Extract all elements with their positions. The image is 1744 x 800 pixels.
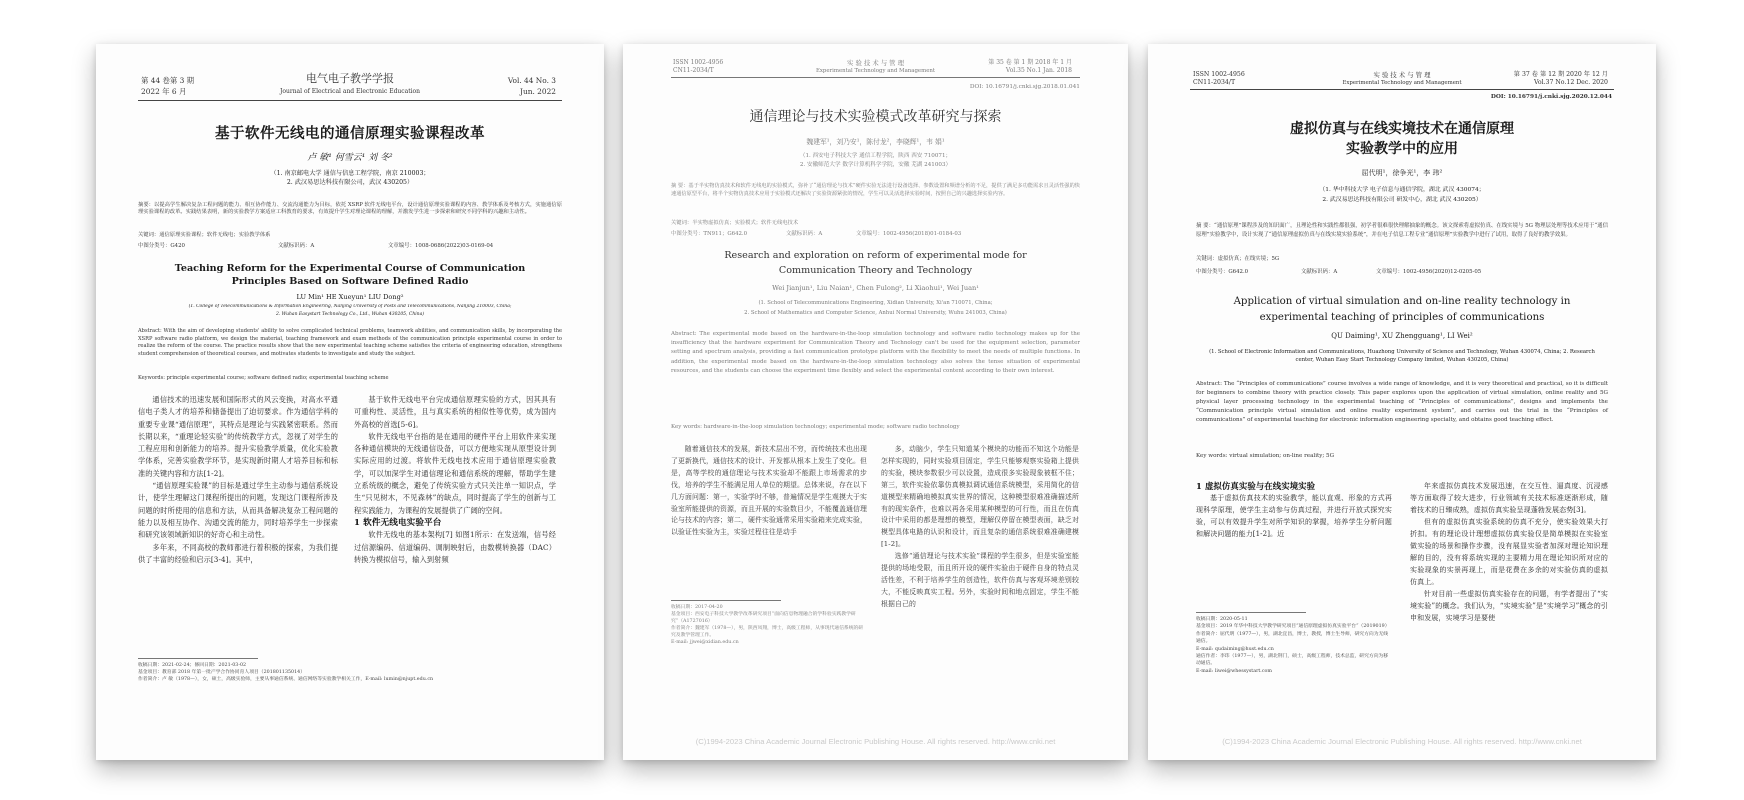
affiliation-cn-2: 2. 武汉易思达科技有限公司 研发中心，湖北 武汉 430205）	[1322, 197, 1482, 203]
affiliation-en-2: 2. Wuhan Easystart Technology Co., Ltd., Wuhan 430205, China)	[275, 312, 425, 317]
keywords-en: Key words: hardware-in-the-loop simulation technology; experimental mode; software radio technology	[671, 424, 960, 430]
affiliation-cn-2: 2. 武汉易思达科技有限公司，武汉 430205）	[286, 179, 414, 186]
footnote-rule	[671, 600, 781, 601]
footnote-author: 作者简介：卢 敏（1978—），女，硕士，高级实验师，主要从事通信系统、通信网络等实验教学相关工作，E-mail: lumin@njupt.edu.cn	[138, 677, 434, 682]
title-cn: 通信理论与技术实验模式改革研究与探索	[749, 109, 1002, 125]
footnote-author: 作者简介：魏建军（1978—），男，陕西凤翔，博士，高级工程师，从事现代通信系统的研究及教学管理工作。	[671, 626, 864, 638]
paper-page-2	[623, 44, 1128, 760]
affiliation-en-1: (1. College of Telecommunications & Information Engineering, Nanjing University of Posts and Telecommunications, Nanjing 210003, China;	[188, 304, 512, 309]
keywords-cn: 关键词：虚拟仿真；在线实境；5G	[1196, 256, 1280, 262]
keywords-cn: 关键词：半实物虚拟仿真；实验模式；软件无线电技术	[671, 220, 799, 226]
document-code: 文献标识码：A	[278, 243, 315, 249]
paragraph: 随着通信技术的发展，新技术层出不穷，而传统技术也出现了更新换代，通信技术的设计、开发都从根本上发生了变化。但是，高等学校的通信理论与技术实验却不能跟上市场需求的步伐，培养的学生不能满足用人单位的期望。总体来说，存在以下几方面问题：第一，实验学时不够，普遍情况是学生观摸大于实验室所能提供的资源，而且开展的实验数目少，不能覆盖通信理论与技术的内容；第二，硬件实验通常采用实验箱来完成实验，以验证性实验为主，实验过程往往是动手	[671, 445, 867, 537]
keywords-cn: 关键词：通信原理实验课程；软件无线电；实验教学体系	[138, 232, 271, 238]
volume-issue: 第 44 卷第 3 期	[141, 76, 195, 85]
volume-en: Vol. 44 No. 3	[507, 76, 556, 85]
footnote-funding: 基金项目：西安电子科技大学教学改革研究项目“面向信息物理融合的学科验实践教学研究”（A1727016）	[671, 612, 856, 624]
affiliation-cn-1: （1. 华中科技大学 电子信息与通信学院，湖北 武汉 430074；	[1319, 187, 1485, 193]
title-cn-line-1: 虚拟仿真与在线实境技术在通信原理	[1290, 121, 1514, 137]
footnote-rule	[1196, 612, 1306, 613]
abstract-cn: 摘 要：“通信原理”课程涉及的知识面广，且理论性和实践性都很强，初学者很难很快理解抽象的概念。该文探索将虚拟仿真、在线实境与 5G 物理层处理等技术应用于“通信原理”实验教学中，设计实现了“通信原理虚拟仿真与在线实境实验系统”，并在电子信息工程专业“通信原理”实验教学中进行了试用，取得了良好的教学效果。	[1196, 223, 1608, 238]
volume-cn: 第 35 卷 第 1 期 2018 年 1 月	[988, 59, 1072, 66]
cn-number: CN11-2034/T	[1193, 79, 1236, 86]
clc-number: 中图分类号：G420	[138, 243, 185, 249]
body-column-right	[1410, 480, 1608, 624]
affiliation-en: (1. School of Electronic Information and Communications, Huazhong University of Science and Technology, Wuhan 430074, China; 2. Research center, Wuhan Easy Start Technology Company limited, Wuhan 430205, China)	[1209, 349, 1595, 363]
paragraph: 软件无线电的基本架构[7] 如图1所示：在发送端，信号经过信源编码、信道编码、调制映射后，由数模转换器（DAC）转换为模拟信号，输入到射频	[354, 530, 556, 564]
paragraph: 年来虚拟仿真技术发展迅速，在交互性、逼真度、沉浸感等方面取得了较大进步，行业领域有关技术标准逐渐形成，随着技术的日臻成熟，虚拟仿真实验呈现蓬勃发展态势[3]。	[1410, 482, 1608, 514]
paragraph: 软件无线电平台指的是在通用的硬件平台上用软件来实现各种通信模块的无线通信设备，可以方便地实现从原型设计到实际应用的过渡。将软件无线电技术应用于通信原理实验教学，可以加深学生对通信理论和通信系统的理解，帮助学生建立系统级的概念，避免了传统实验方式只关注单一知识点，学生“只见树木，不见森林”的缺点，同时提高了学生的创新与工程实践能力，为课程的发展提供了广阔的空间。	[354, 431, 556, 515]
authors-en: QU Daiming¹, XU Zhengguang¹, LI Wei²	[1331, 332, 1473, 340]
title-cn: 基于软件无线电的通信原理实验课程改革	[215, 125, 485, 142]
title-cn-line-2: 实验教学中的应用	[1346, 141, 1458, 157]
keywords-en: Key words: virtual simulation; on-line reality; 5G	[1196, 453, 1335, 459]
classification-meta	[138, 241, 493, 249]
footnotes	[1196, 616, 1392, 675]
cn-number: CN11-2034/T	[673, 67, 714, 74]
section-heading: 1 软件无线电实验平台	[354, 517, 442, 528]
footnote-received: 收稿日期：2020-05-11	[1196, 617, 1248, 622]
footnote-received: 收稿日期：2017-04-20	[671, 605, 723, 610]
abstract-cn: 摘 要：基于半实物仿真技术和软件无线电的实验模式，弥补了“通信理论与技术”硬件实验无法进行设备选择、参数设置和频谱分析的不足，提供了满足多功能需求且灵活性强的快速通信原型平台，将半个实物仿真技术应用于实验模式还解决了实验资源紧张的情况，学生可以灵活选择实验时间，按照自己的兴趣选择实验内容。	[671, 183, 1080, 197]
title-en: Teaching Reform for the Experimental Course of Communication Principles Based on Software Defined Radio	[174, 263, 526, 287]
footnote-funding: 基金项目：教育部 2018 年第一批产学合作协同育人项目（201801135014）	[138, 670, 306, 675]
keywords-en: Keywords: principle experimental course; software defined radio; experimental teaching scheme	[138, 375, 389, 381]
issue-date: 2022 年 6 月	[141, 87, 187, 96]
footnote-email: E-mail: jjwei@xidian.edu.cn	[671, 640, 739, 645]
title-en: Research and exploration on reform of experimental mode for Communication Theory and Technology	[724, 250, 1027, 276]
journal-name-en: Experimental Technology and Management	[815, 68, 936, 74]
journal-name-cn: 实 验 技 术 与 管 理	[847, 59, 904, 67]
article-number: 文章编号：1002-4956(2020)12-0205-05	[1376, 269, 1482, 275]
authors-cn: 魏建军¹，刘乃安¹，陈付龙²，李晓辉¹，韦 娟¹	[806, 138, 945, 146]
journal-name-cn: 电气电子教学学报	[306, 72, 394, 85]
doi: DOI: 10.16791/j.cnki.sjg.2018.01.041	[969, 84, 1080, 90]
authors-en: LU Min¹ HE Xueyun¹ LIU Dong²	[296, 293, 404, 301]
journal-name-en: Experimental Technology and Management	[1342, 80, 1462, 86]
paragraph: 基于虚拟仿真技术的实验教学，能以直观、形象的方式再现科学原理，使学生主动参与仿真过程，并进行开放式探究实验，可以有效提升学生对所学知识的掌握，培养学生分析问题和解决问题的能力[1-2]。近	[1196, 494, 1392, 538]
journal-name-en: Journal of Electrical and Electronic Education	[279, 88, 421, 95]
authors-en: Wei Jianjun¹, Liu Naian¹, Chen Fulong², Li Xiaohui¹, Wei Juan¹	[772, 284, 979, 292]
footnotes	[671, 604, 867, 646]
cnki-watermark: (C)1994-2023 China Academic Journal Electronic Publishing House. All rights reserved. http://www.cnki.net	[695, 737, 1056, 746]
affiliation-cn-1: （1. 西安电子科技大学 通信工程学院，陕西 西安 710071；	[799, 153, 952, 159]
footnote-corresponding-author: 通信作者：李玮（1977—），男，湖北荆门，硕士，高级工程师，技术总监，研究方向为移动通信。	[1196, 654, 1389, 667]
footnote-author: 作者简介：屈代明（1977—），男，湖北宜昌，博士，教授，博士生导师，研究方向为无线通信。	[1196, 631, 1389, 645]
paper-page-3	[1148, 44, 1656, 760]
clc-number: 中图分类号：TN911；G642.0	[671, 231, 748, 237]
body-column-left	[138, 394, 338, 566]
paragraph: 通信技术的迅速发展和国际形式的风云变换，对高水平通信电子类人才的培养和储备提出了迫切要求。作为通信学科的重要专业课“通信原理”，其特点是理论与实践紧密联系。然而长期以来，“重理论轻实验”的传统教学方式，忽视了对学生的工程应用和创新能力的培养。提升实验教学质量，优化实验教学体系，完善实验教学环节，是实现新时期人才培养目标和标准的关键内容和方法[1-2]。	[138, 395, 338, 478]
paragraph: 选修“通信理论与技术实验”课程的学生很多，但是实验室能提供的场地受限，而且所开设的硬件实验由于硬件自身的特点灵活性差，不利于培养学生的创造性，软件仿真与客观环境差别较大，不能反映真实工程。另外，实验时间和地点固定，学生不能根据自己的	[881, 552, 1079, 608]
affiliation-cn-2: 2. 安徽师范大学 数学计算机科学学院，安徽 芜湖 241003）	[799, 162, 952, 168]
body-column-left	[1196, 480, 1392, 540]
issn: ISSN 1002-4956	[1193, 71, 1245, 78]
document-code: 文献标识码：A	[1301, 269, 1338, 275]
abstract-en: Abstract: The “Principles of communications” course involves a wide range of knowledge, and it is very theoretical and practical, so it is difficult for beginners to combine theory with practice closely. This paper explores upon the application of virtual simulation, online reality and 5G physical layer processing technology in the experimental teaching of “Principles of communications”, designs and implements the “Communication principle virtual simulation and online reality experiment system”, and carries out the trial in the “Principles of communications” of experimental teaching for electronic information engineering specialty, and obtains good teaching effect.	[1196, 381, 1608, 423]
paragraph: 基于软件无线电平台完成通信原理实验的方式，因其具有可重构性、灵活性，且与真实系统的相似性等优势，成为国内外高校的首选[5-6]。	[354, 395, 556, 429]
paper-page-1	[96, 44, 604, 760]
clc-number: 中图分类号：G642.0	[1196, 269, 1249, 275]
abstract-en: Abstract: The experimental mode based on the hardware-in-the-loop simulation technology and software radio technology makes up for the insufficiency that the hardware experiment for Communication Theory and Technology can't be used for the equipment selection, parameter setting and spectrum analysis, providing a fast communication prototype platform with the flexibility to meet the needs of multiple functions. In addition, the experimental mode based on the hardware-in-the-loop simulation technology also solves the tense situation of experimental resources, and the students can choose the experiment time flexibly and select the experimental content according to their own interest.	[671, 331, 1080, 374]
paragraph: “通信原理实验课”的目标是通过学生主动参与通信系统设计，使学生理解这门课程所提出的问题，发现这门课程所涉及问题的时所使用的信息和方法，从而具备解决复杂工程问题的能力以及相互协作、沟通交流的能力，同时培养学生一步探索和研究该领域新知识的好奇心和主动性。	[138, 481, 338, 540]
section-heading: 1 虚拟仿真实验与在线实境实验	[1196, 481, 1316, 491]
title-en: Application of virtual simulation and on-line reality technology in experimental teaching of principles of communications	[1233, 296, 1571, 323]
body-column-right	[881, 444, 1079, 611]
article-number: 文章编号：1002-4956(2018)01-0184-03	[856, 231, 962, 237]
affiliation-en-2: 2. School of Mathematics and Computer Science, Anhui Normal University, Wuhu 241003, China)	[744, 310, 1007, 316]
footnote-received: 收稿日期：2021-02-24；修回日期：2021-03-02	[138, 663, 247, 668]
header-rule	[671, 77, 1080, 78]
abstract-en: Abstract: With the aim of developing students' ability to solve complicated technical problems, teamwork abilities, and communication skills, by incorporating the XSRP software radio platform, we design the material, teaching framework and exam methods of the communication principle experimental course in order to realize the reform of the course. The practice results show that the new experimental teaching scheme satisfies the criteria of engineering education, strengthens student comprehension of theoretical courses, and motivates students to investigate and study the subject.	[138, 328, 562, 357]
volume-en: Vol.35 No.1 Jan. 2018	[1005, 67, 1072, 74]
classification-meta	[1196, 267, 1481, 275]
issn: ISSN 1002-4956	[673, 59, 724, 66]
footnote-rule	[138, 658, 258, 659]
body-column-right	[354, 394, 556, 566]
paragraph: 多年来，不同高校的教师都进行着积极的探索，为我们提供了丰富的经验和启示[3-4]。其中，	[138, 542, 338, 564]
volume-cn: 第 37 卷 第 12 期 2020 年 12 月	[1513, 71, 1608, 78]
authors-cn: 卢 敏¹ 何雪云¹ 刘 冬²	[307, 153, 393, 163]
cnki-watermark: (C)1994-2023 China Academic Journal Electronic Publishing House. All rights reserved. http://www.cnki.net	[1222, 737, 1582, 746]
abstract-cn: 摘要：以提高学生解决复杂工程问题的能力、相互协作能力、交流沟通能力为目标，依托 XSRP 软件无线电平台，设计通信原理实验课程的内容、教学体系及考核方式，实施通信原理实验课程的改革。实践结果表明，新的实验教学方案适应工科教育的要求，有效提升学生对理论课程的理解，并激发学生进一步探索和研究不同学科的兴趣和主动性。	[138, 202, 562, 216]
paragraph: 多，动脑少，学生只知道某个模块的功能而不知这个功能是怎样实现的，同时实验项目固定，学生只能够观察实验箱上提供的实验，模块参数很少可以设置，造成很多实验现象被框不住；第三，软件实验依靠仿真模拟调试通信系统模型，采用简化的信道模型来精确地模拟真实世界的情况，这种模型很难准确描述所有的现实条件，也难以再各采用某种模型的可行性，而且在仿真设计中采用的都是理想的模型，理解仅停留在模型表面，缺乏对模型具体电路的认识和设计，而且复杂的通信系统很难准确建模[1-2]。	[881, 445, 1079, 549]
affiliation-en-1: (1. School of Telecommunications Engineering, Xidian University, Xi'an 710071, China;	[758, 300, 993, 306]
paragraph: 针对目前一些虚拟仿真实验存在的问题，有学者提出了“实境实验”的概念。我们认为，“实境实验”是“实境学习”概念的引申和发展，实境学习是要使	[1410, 590, 1608, 622]
body-column-left	[671, 444, 867, 539]
paragraph: 但有的虚拟仿真实验系统的仿真不充分，使实验效果大打折扣。有的理论设计理想虚拟仿真实验仅是简单模拟在实验室做实验的场景和操作步骤，没有展显实验者加深对理论知识理解的目的，没有将系统实现的主要精力用在理论知识所对应的实验现象的实景再现上，而是花费在多余的对实验仿真的虚拟仿真上。	[1410, 518, 1608, 586]
journal-name-cn: 实 验 技 术 与 管 理	[1373, 71, 1431, 79]
header-rule	[138, 100, 562, 101]
article-number: 文章编号：1008-0686(2022)03-0169-04	[388, 243, 494, 249]
date-en: Jun. 2022	[520, 87, 556, 96]
doi: DOI: 10.16791/j.cnki.sjg.2020.12.044	[1490, 94, 1612, 100]
header-rule	[1190, 89, 1614, 90]
document-code: 文献标识码：A	[786, 231, 823, 237]
footnote-email: E-mail: qudaiming@hust.edu.cn	[1196, 646, 1274, 652]
authors-cn: 屈代明¹，徐争光¹，李 玮²	[1361, 169, 1443, 177]
footnote-funding: 基金项目：2019 年华中科技大学教学研究项目“通信原理虚拟仿真实验平台”（2019019）	[1196, 624, 1390, 630]
footnotes	[138, 662, 562, 683]
volume-en: Vol.37 No.12 Dec. 2020	[1533, 79, 1608, 86]
affiliation-cn-1: （1. 南京邮电大学 通信与信息工程学院，南京 210003；	[270, 170, 430, 177]
classification-meta	[671, 229, 961, 237]
footnote-email-2: E-mail: liwei@whessystart.com	[1196, 668, 1272, 674]
